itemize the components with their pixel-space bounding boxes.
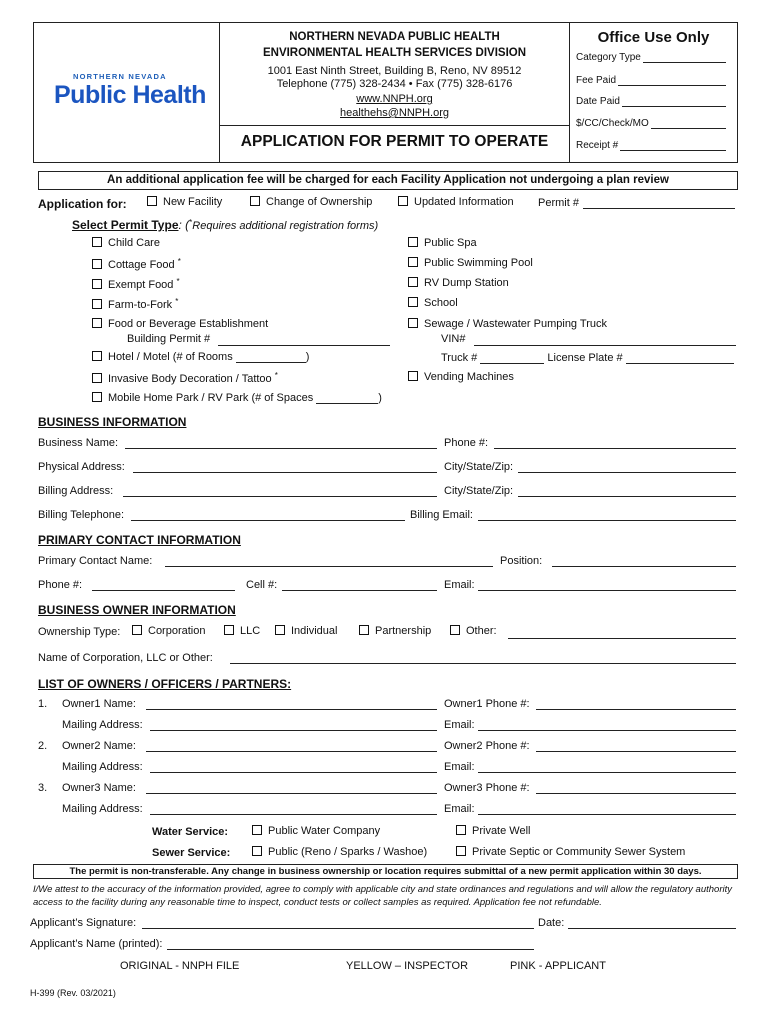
business-name-field[interactable]	[125, 448, 437, 449]
individual-option[interactable]: Individual	[275, 625, 337, 637]
header-divider	[220, 125, 569, 126]
city-state-zip-label: City/State/Zip:	[444, 461, 514, 473]
owner2-phone-field[interactable]	[536, 751, 736, 752]
private-septic-option[interactable]: Private Septic or Community Sewer System	[456, 846, 685, 858]
office-fee-paid: Fee Paid	[576, 75, 726, 86]
llc-option[interactable]: LLC	[224, 625, 260, 637]
logo-subtitle: NORTHERN NEVADA	[73, 72, 167, 81]
form-title: APPLICATION FOR PERMIT TO OPERATE	[240, 133, 549, 150]
permit-number-label: Permit #	[538, 197, 579, 209]
owner3-mailing-label: Mailing Address:	[62, 803, 143, 815]
invasive-body-option[interactable]: Invasive Body Decoration / Tattoo *	[92, 371, 278, 385]
owner2-number: 2.	[38, 740, 48, 752]
city-state-zip-field[interactable]	[518, 472, 736, 473]
truck-number-field[interactable]	[480, 363, 544, 364]
phone-fax-line: Telephone (775) 328-2434 • Fax (775) 328-6176	[276, 78, 513, 90]
owner1-number: 1.	[38, 698, 48, 710]
checkbox[interactable]	[275, 625, 285, 635]
email-link[interactable]: healthehs@NNPH.org	[340, 107, 449, 119]
owner3-mailing-field[interactable]	[150, 814, 437, 815]
checkbox[interactable]	[224, 625, 234, 635]
public-sewer-option[interactable]: Public (Reno / Sparks / Washoe)	[252, 846, 427, 858]
permit-number-field[interactable]	[583, 208, 735, 209]
ownership-type-label: Ownership Type:	[38, 626, 121, 638]
checkbox[interactable]	[359, 625, 369, 635]
private-well-option[interactable]: Private Well	[456, 825, 530, 837]
owner2-mailing-field[interactable]	[150, 772, 437, 773]
other-option[interactable]: Other:	[450, 625, 497, 637]
form-id: H-399 (Rev. 03/2021)	[30, 988, 116, 998]
checkbox[interactable]	[92, 279, 102, 289]
owner1-name-field[interactable]	[146, 709, 437, 710]
owner3-email-label: Email:	[444, 803, 475, 815]
other-field[interactable]	[508, 638, 736, 639]
position-label: Position:	[500, 555, 543, 567]
owner1-mailing-label: Mailing Address:	[62, 719, 143, 731]
updated-info-option[interactable]: Updated Information	[398, 196, 514, 208]
billing-address-field[interactable]	[123, 496, 437, 497]
contact-phone-field[interactable]	[92, 590, 235, 591]
owner-info-title: BUSINESS OWNER INFORMATION	[38, 603, 236, 617]
contact-phone-label: Phone #:	[38, 579, 83, 591]
signature-label: Applicant’s Signature:	[30, 917, 137, 929]
building-permit-field[interactable]	[218, 345, 390, 346]
office-payment-method: $/CC/Check/MO	[576, 118, 726, 129]
checkbox[interactable]	[408, 297, 418, 307]
printed-name-label: Applicant’s Name (printed):	[30, 938, 163, 950]
vending-option[interactable]: Vending Machines	[408, 371, 514, 383]
copy-pink: PINK - APPLICANT	[510, 960, 606, 972]
business-info-title: BUSINESS INFORMATION	[38, 415, 187, 429]
business-phone-field[interactable]	[494, 448, 736, 449]
office-category-type: Category Type	[576, 52, 726, 63]
checkbox[interactable]	[408, 237, 418, 247]
checkbox[interactable]	[408, 371, 418, 381]
billing-city-field[interactable]	[518, 496, 736, 497]
owner1-phone-field[interactable]	[536, 709, 736, 710]
printed-name-field[interactable]	[167, 949, 534, 950]
building-permit-label: Building Permit #	[127, 333, 211, 345]
child-care-option[interactable]: Child Care	[92, 237, 160, 249]
vin-label: VIN#	[441, 333, 466, 345]
office-use-title: Office Use Only	[597, 29, 710, 46]
division-name: ENVIRONMENTAL HEALTH SERVICES DIVISION	[262, 47, 527, 59]
checkbox[interactable]	[92, 392, 102, 402]
corporation-option[interactable]: Corporation	[132, 625, 205, 637]
checkbox[interactable]	[92, 259, 102, 269]
checkbox[interactable]	[398, 196, 408, 206]
checkbox[interactable]	[408, 257, 418, 267]
partnership-option[interactable]: Partnership	[359, 625, 431, 637]
food-beverage-option[interactable]: Food or Beverage Establishment	[92, 318, 268, 330]
checkbox[interactable]	[450, 625, 460, 635]
copy-yellow: YELLOW – INSPECTOR	[346, 960, 469, 972]
vin-field[interactable]	[474, 345, 736, 346]
billing-phone-field[interactable]	[131, 520, 405, 521]
farm-to-fork-option[interactable]: Farm-to-Fork *	[92, 297, 178, 311]
corp-name-label: Name of Corporation, LLC or Other:	[38, 652, 213, 664]
public-water-option[interactable]: Public Water Company	[252, 825, 380, 837]
cell-field[interactable]	[282, 590, 437, 591]
logo-wordmark: Public Health	[54, 81, 206, 109]
owner1-phone-label: Owner1 Phone #:	[444, 698, 530, 710]
contact-name-label: Primary Contact Name:	[38, 555, 153, 567]
license-plate-field[interactable]	[626, 363, 734, 364]
non-transferable-notice: The permit is non-transferable. Any change in business ownership or location requires submittal of a new permit application within 30 days.	[33, 864, 738, 879]
org-name: NORTHERN NEVADA PUBLIC HEALTH	[289, 31, 500, 43]
checkbox[interactable]	[132, 625, 142, 635]
checkbox[interactable]	[92, 351, 102, 361]
owners-list-title: LIST OF OWNERS / OFFICERS / PARTNERS:	[38, 677, 292, 691]
billing-email-field[interactable]	[478, 520, 736, 521]
business-phone-label: Phone #:	[444, 437, 489, 449]
new-facility-option[interactable]: New Facility	[147, 196, 222, 208]
owner3-name-field[interactable]	[146, 793, 437, 794]
contact-email-field[interactable]	[478, 590, 736, 591]
hotel-motel-option[interactable]: Hotel / Motel (# of Rooms )	[92, 351, 309, 363]
sewer-service-label: Sewer Service:	[152, 847, 231, 859]
physical-address-field[interactable]	[133, 472, 437, 473]
owner2-name-label: Owner2 Name:	[62, 740, 136, 752]
permit-type-heading: Select Permit Type: (*Requires additional registration forms)	[72, 218, 379, 232]
owner1-mailing-field[interactable]	[150, 730, 437, 731]
checkbox[interactable]	[92, 318, 102, 328]
billing-email-label: Billing Email:	[410, 509, 473, 521]
owner1-email-field[interactable]	[478, 730, 736, 731]
date-label: Date:	[538, 917, 565, 929]
owner3-email-field[interactable]	[478, 814, 736, 815]
physical-address-label: Physical Address:	[38, 461, 125, 473]
checkbox[interactable]	[252, 825, 262, 835]
contact-email-label: Email:	[444, 579, 475, 591]
owner2-name-field[interactable]	[146, 751, 437, 752]
checkbox[interactable]	[456, 846, 466, 856]
checkbox[interactable]	[456, 825, 466, 835]
mobile-home-option[interactable]: Mobile Home Park / RV Park (# of Spaces )	[92, 392, 382, 404]
billing-phone-label: Billing Telephone:	[38, 509, 125, 521]
change-ownership-option[interactable]: Change of Ownership	[250, 196, 372, 208]
rv-dump-option[interactable]: RV Dump Station	[408, 277, 509, 289]
owner2-mailing-label: Mailing Address:	[62, 761, 143, 773]
address-line: 1001 East Ninth Street, Building B, Reno, NV 89512	[267, 65, 522, 77]
billing-city-label: City/State/Zip:	[444, 485, 514, 497]
public-pool-option[interactable]: Public Swimming Pool	[408, 257, 533, 269]
attestation-text: I/We attest to the accuracy of the information provided, agree to comply with applicable city and state ordinances and regulations and will allow the regulatory authority access to the facility during any reasonable time to inspect, conduct tests or collect samples as required. Application fee not refundable.	[33, 884, 732, 908]
truck-number-row: Truck # License Plate #	[441, 352, 734, 364]
signature-field[interactable]	[142, 928, 534, 929]
checkbox[interactable]	[408, 318, 418, 328]
position-field[interactable]	[552, 566, 736, 567]
spaces-field[interactable]	[316, 403, 378, 404]
date-field[interactable]	[568, 928, 736, 929]
business-name-label: Business Name:	[38, 437, 119, 449]
checkbox[interactable]	[252, 846, 262, 856]
owner3-phone-label: Owner3 Phone #:	[444, 782, 530, 794]
checkbox[interactable]	[92, 373, 102, 383]
sewage-truck-option[interactable]: Sewage / Wastewater Pumping Truck	[408, 318, 607, 330]
checkbox[interactable]	[92, 237, 102, 247]
owner2-phone-label: Owner2 Phone #:	[444, 740, 530, 752]
website-link[interactable]: www.NNPH.org	[356, 93, 433, 105]
office-date-paid: Date Paid	[576, 96, 726, 107]
checkbox[interactable]	[408, 277, 418, 287]
owner2-email-label: Email:	[444, 761, 475, 773]
owner2-email-field[interactable]	[478, 772, 736, 773]
checkbox[interactable]	[250, 196, 260, 206]
cell-label: Cell #:	[246, 579, 278, 591]
corp-name-field[interactable]	[230, 663, 736, 664]
owner3-name-label: Owner3 Name:	[62, 782, 136, 794]
primary-contact-title: PRIMARY CONTACT INFORMATION	[38, 533, 241, 547]
school-option[interactable]: School	[408, 297, 458, 309]
checkbox[interactable]	[147, 196, 157, 206]
fee-notice: An additional application fee will be charged for each Facility Application not undergoing a plan review	[38, 171, 738, 190]
owner3-phone-field[interactable]	[536, 793, 736, 794]
cottage-food-option[interactable]: Cottage Food *	[92, 257, 181, 271]
rooms-field[interactable]	[236, 362, 306, 363]
checkbox[interactable]	[92, 299, 102, 309]
copy-original: ORIGINAL - NNPH FILE	[120, 960, 240, 972]
exempt-food-option[interactable]: Exempt Food *	[92, 277, 180, 291]
contact-name-field[interactable]	[165, 566, 493, 567]
billing-address-label: Billing Address:	[38, 485, 114, 497]
owner1-email-label: Email:	[444, 719, 475, 731]
owner1-name-label: Owner1 Name:	[62, 698, 136, 710]
water-service-label: Water Service:	[152, 826, 229, 838]
office-receipt: Receipt #	[576, 140, 726, 151]
public-spa-option[interactable]: Public Spa	[408, 237, 477, 249]
application-for-label: Application for:	[38, 197, 127, 211]
owner3-number: 3.	[38, 782, 48, 794]
